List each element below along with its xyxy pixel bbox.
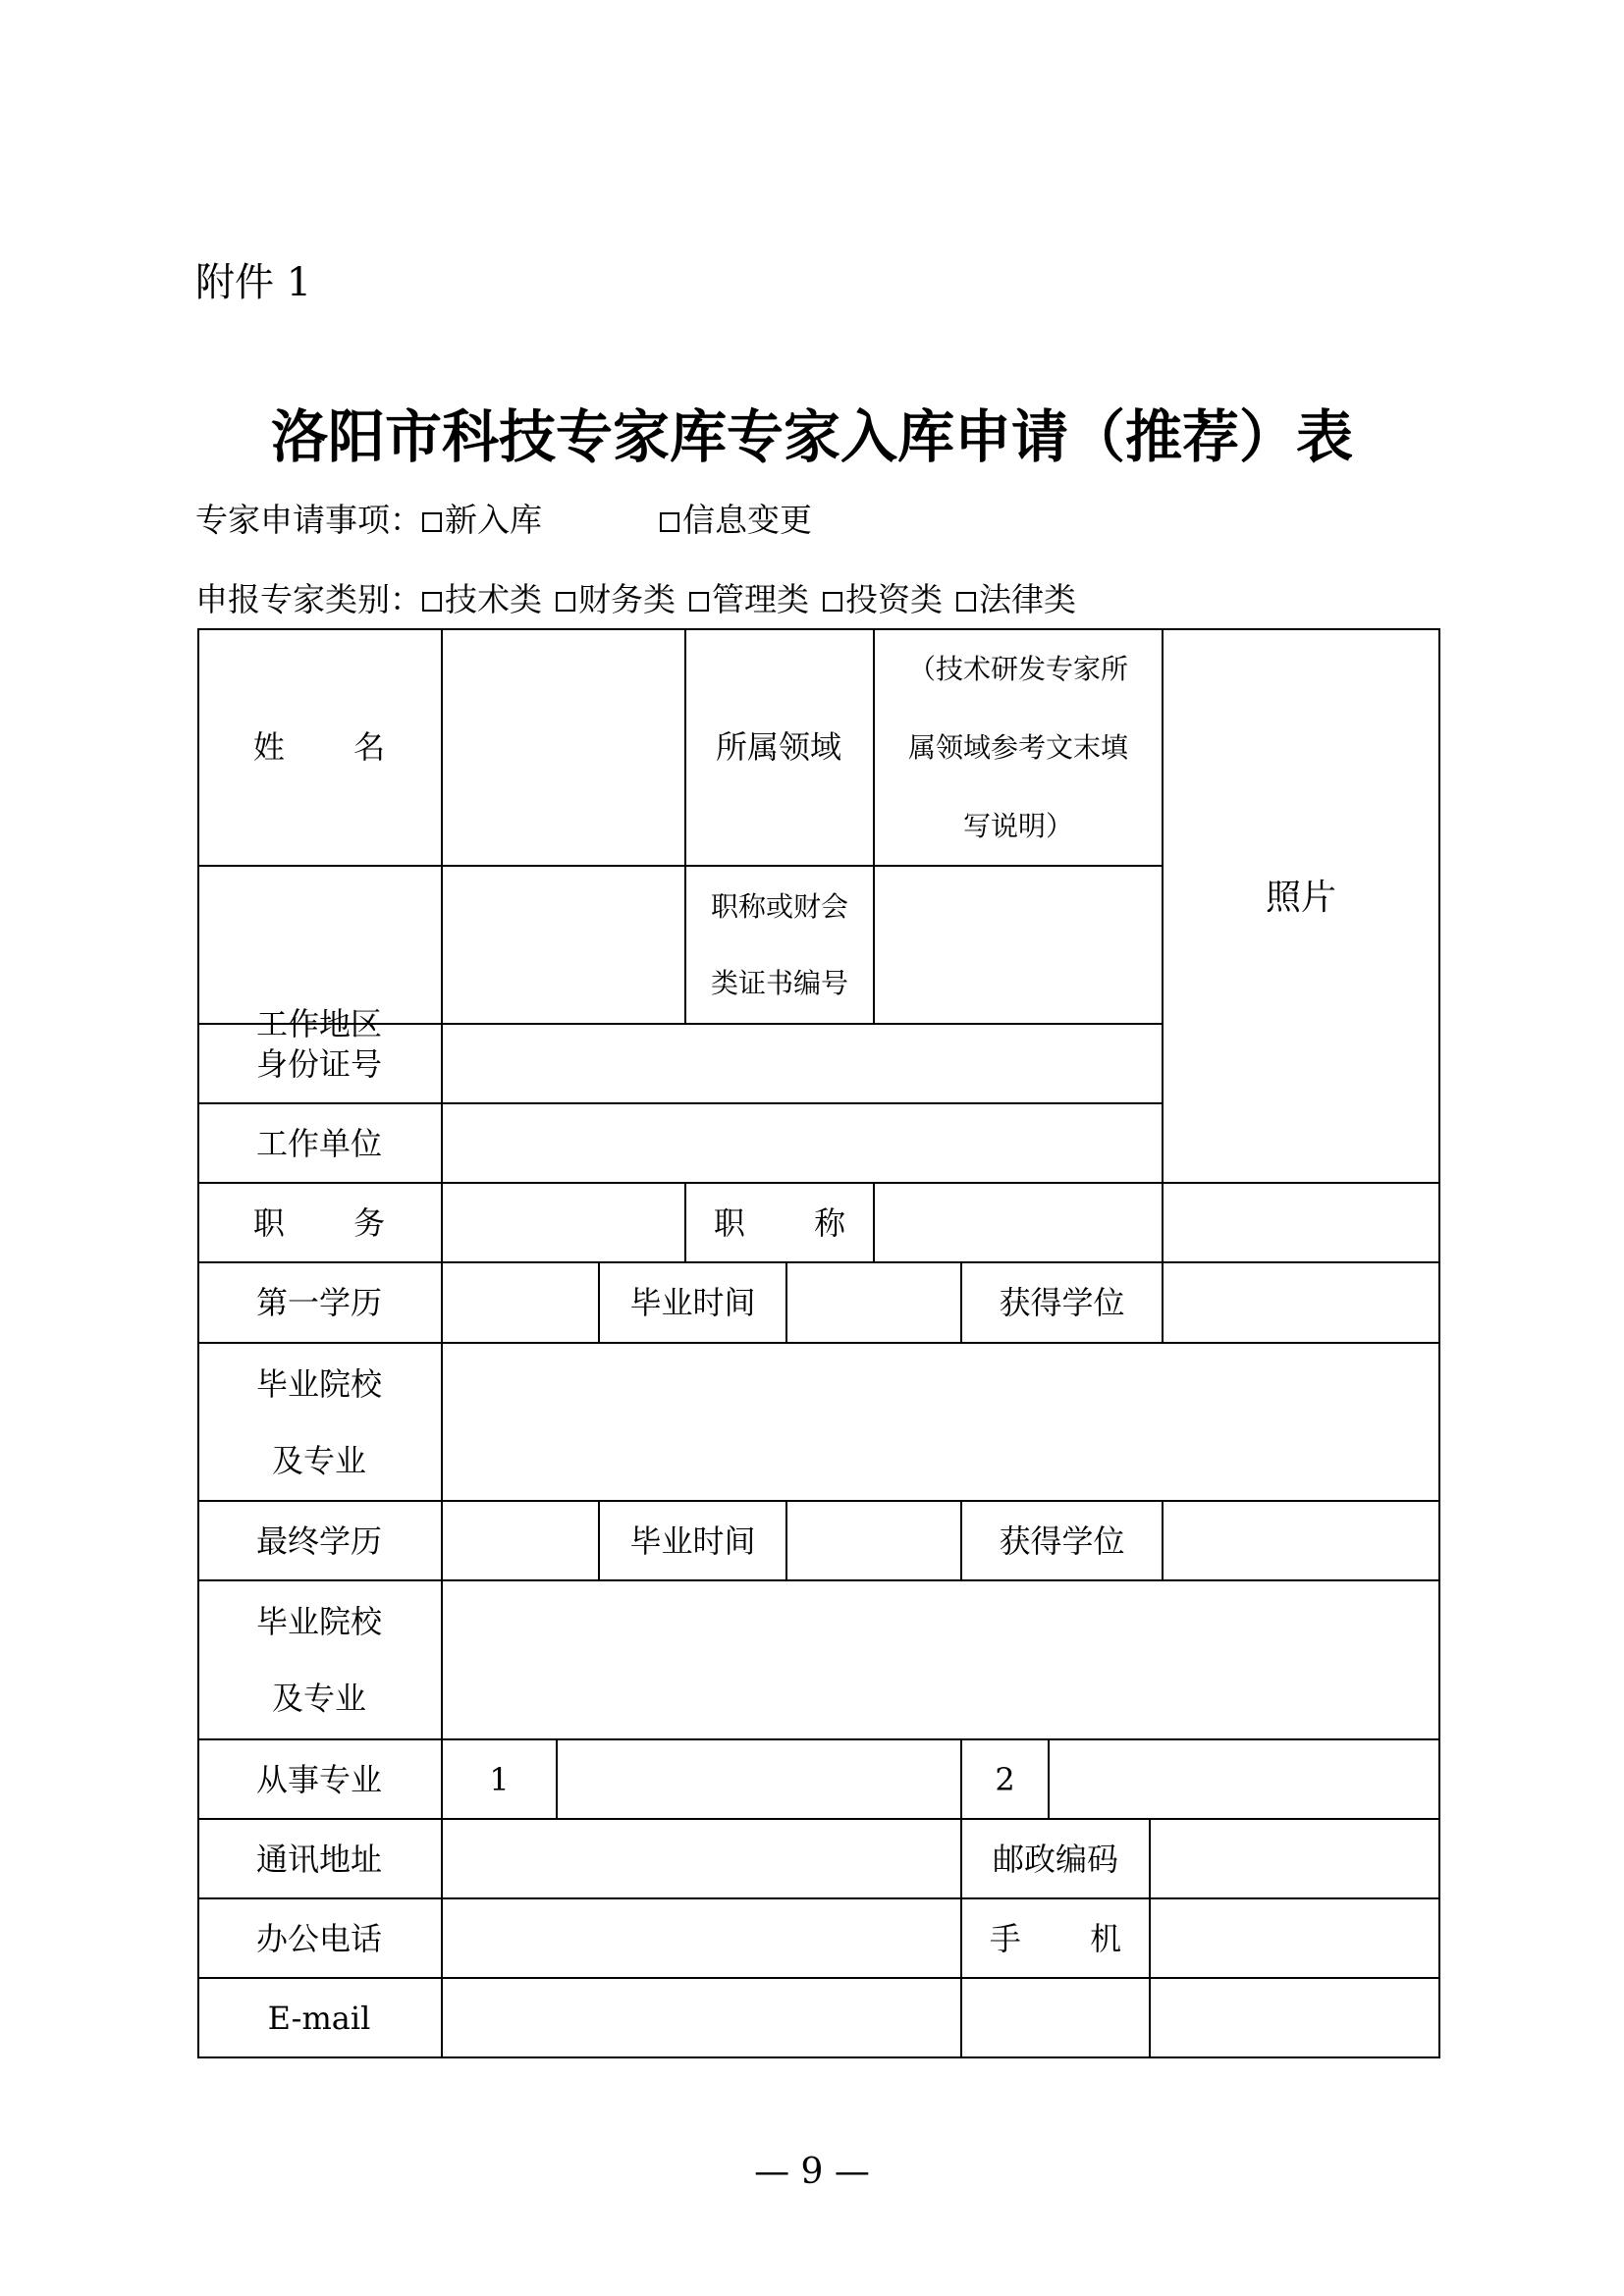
mobile-label: 手 机 [989,1919,1122,1957]
field-label: 所属领域 [715,727,841,766]
final-education-label: 最终学历 [255,1522,382,1560]
table-border [1438,628,1440,2058]
work-unit-field[interactable] [443,1104,1162,1182]
final-education-field[interactable] [443,1502,598,1579]
checkbox-icon[interactable] [422,592,442,612]
first-grad-time-label: 毕业时间 [629,1284,756,1321]
cert-no-label: 职称或财会 类证书编号 [710,889,848,999]
cert-no-field[interactable] [875,867,1162,1023]
application-items-label: 专家申请事项： [195,501,422,539]
option-management[interactable]: 管理类 [689,580,809,618]
id-no-label: 身份证号 [255,1044,382,1083]
checkbox-icon[interactable] [422,512,442,532]
postal-code-label: 邮政编码 [992,1840,1118,1878]
option-finance[interactable]: 财务类 [556,580,676,618]
attachment-label: 附件 1 [195,260,312,305]
office-phone-field[interactable] [443,1899,960,1977]
expert-category-label: 申报专家类别： [195,580,422,618]
first-degree-field[interactable] [1164,1263,1438,1342]
checkbox-icon[interactable] [660,512,679,532]
first-school-major-label: 毕业院校 及专业 [255,1364,382,1479]
checkbox-icon[interactable] [689,592,709,612]
option-technology[interactable]: 技术类 [422,580,542,618]
address-field[interactable] [443,1820,960,1897]
page-number: — 9 — [754,2152,870,2192]
expert-category-row [195,575,1090,624]
table-border [197,2056,1440,2058]
profession-2-number: 2 [995,1760,1015,1798]
option-new-entry[interactable]: 新入库 [422,501,542,539]
work-region-field[interactable] [443,867,684,1023]
final-degree-field[interactable] [1164,1502,1438,1579]
profession-label: 从事专业 [255,1760,382,1798]
final-school-major-field[interactable] [443,1581,1438,1738]
field-note[interactable]: （技术研发专家所 属领域参考文末填 写说明） [907,652,1128,842]
job-title-label: 职 称 [713,1203,846,1242]
page-title: 洛阳市科技专家库专家入库申请（推荐）表 [270,403,1353,470]
name-field[interactable] [443,630,684,865]
checkbox-icon[interactable] [823,592,842,612]
position-field[interactable] [443,1184,684,1261]
work-unit-label: 工作单位 [255,1124,382,1162]
option-info-change[interactable]: 信息变更 [660,501,812,539]
final-grad-time-field[interactable] [787,1502,960,1579]
id-no-field[interactable] [443,1025,1162,1102]
first-school-major-field[interactable] [443,1344,1438,1500]
photo-area[interactable]: 照片 [1265,878,1336,918]
checkbox-icon[interactable] [556,592,575,612]
email-field[interactable] [443,1979,960,2056]
first-education-field[interactable] [443,1263,598,1342]
profession-2-field[interactable] [1050,1740,1438,1818]
postal-code-field[interactable] [1151,1820,1438,1897]
checkbox-icon[interactable] [956,592,976,612]
mobile-field[interactable] [1151,1899,1438,1977]
first-degree-label: 获得学位 [999,1284,1125,1321]
option-legal[interactable]: 法律类 [956,580,1076,618]
profession-1-number: 1 [489,1760,510,1798]
office-phone-label: 办公电话 [255,1919,382,1957]
first-grad-time-field[interactable] [787,1263,960,1342]
email-extra-field[interactable] [962,1979,1149,2056]
email-label: E-mail [267,1999,371,2037]
profession-1-field[interactable] [558,1740,960,1818]
work-region-label: 工作地区 [255,1005,382,1042]
final-grad-time-label: 毕业时间 [629,1522,756,1560]
job-title-field[interactable] [875,1184,1162,1261]
final-degree-label: 获得学位 [999,1522,1125,1560]
name-label: 姓 名 [252,727,386,766]
option-investment[interactable]: 投资类 [823,580,943,618]
final-school-major-label: 毕业院校 及专业 [255,1603,382,1717]
first-education-label: 第一学历 [255,1284,382,1321]
email-extra-field-2[interactable] [1151,1979,1438,2056]
position-label: 职 务 [252,1203,386,1242]
address-label: 通讯地址 [255,1840,382,1878]
application-items-row [195,496,826,545]
job-title-extra-field[interactable] [1164,1184,1438,1261]
